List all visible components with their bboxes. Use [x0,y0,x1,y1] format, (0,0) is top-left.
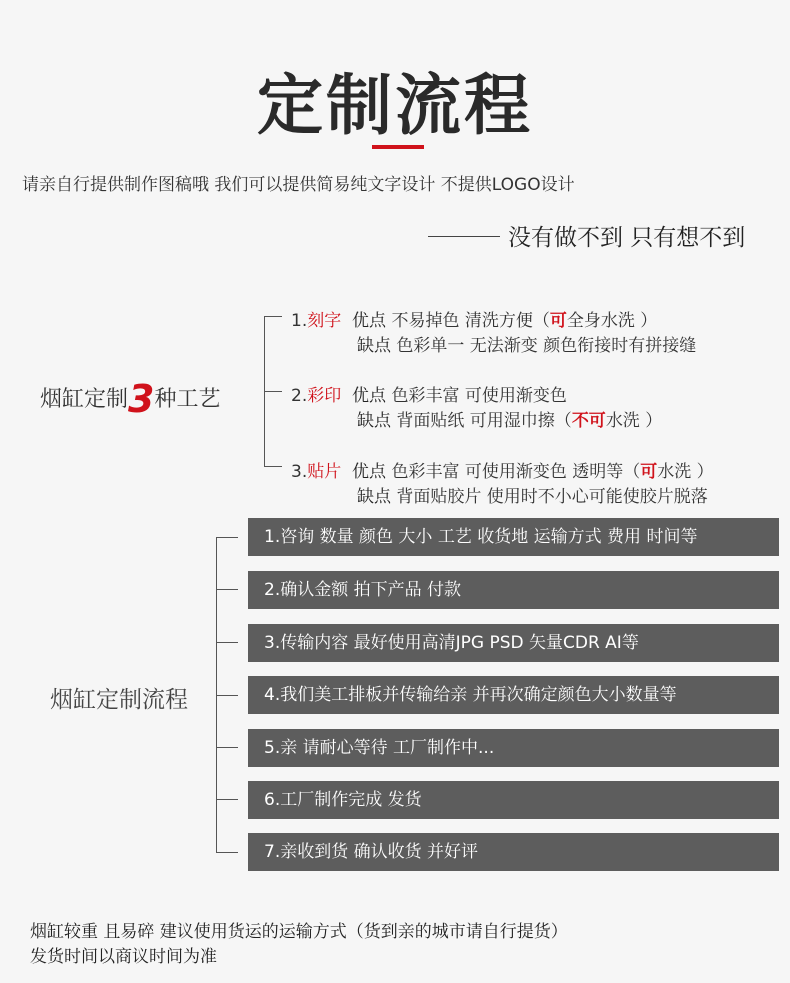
process-3-adv-text: 色彩丰富 可使用渐变色 透明等（ [391,462,641,482]
process-2-advantages [291,381,567,406]
process-1-adv-emphasis: 可 [549,311,567,331]
process-2-name: 彩印 [307,386,342,406]
process-2-adv-text: 色彩丰富 可使用渐变色 [391,386,567,406]
process-2-dis-text-end: 水洗 ） [605,411,663,431]
process-2-dis-text: 背面贴纸 可用湿巾擦（ [396,411,572,431]
process-1-name: 刻字 [307,311,342,331]
flow-step-2: 2.确认金额 拍下产品 付款 [248,571,779,609]
process-bracket-tick-3 [264,466,282,467]
process-2-disadvantages [357,406,662,431]
page-title: 定制流程 [257,67,533,144]
process-1-dis-text: 色彩单一 无法渐变 颜色衔接时有拼接缝 [396,336,697,356]
flow-step-5: 5.亲 请耐心等待 工厂制作中... [248,729,779,767]
flow-tick-2 [216,589,238,590]
flow-section-label: 烟缸定制流程 [50,687,188,713]
flow-step-1: 1.咨询 数量 颜色 大小 工艺 收货地 运输方式 费用 时间等 [248,518,779,556]
process-1-adv-text-end: 全身水洗 ） [566,311,658,331]
process-2-adv-keyword: 优点 [352,386,387,406]
process-3-disadvantages [357,482,708,507]
flow-tick-6 [216,799,238,800]
process-1-advantages [291,306,657,331]
process-3-adv-keyword: 优点 [352,462,387,482]
flow-step-6: 6.工厂制作完成 发货 [248,781,779,819]
delivery-time-note: 发货时间以商议时间为准 [30,947,217,967]
title-underline [372,145,424,149]
process-bracket-tick-1 [264,316,282,317]
flow-step-3: 3.传输内容 最好使用高清JPG PSD 矢量CDR AI等 [248,624,779,662]
design-notice: 请亲自行提供制作图稿哦 我们可以提供简易纯文字设计 不提供LOGO设计 [22,175,575,195]
process-3-number: 3. [291,462,308,482]
process-bracket-tick-2 [264,391,282,392]
flow-tick-5 [216,747,238,748]
process-3-dis-text: 背面贴胶片 使用时不小心可能使胶片脱落 [396,487,708,507]
process-1-adv-keyword: 优点 [352,311,387,331]
process-2-dis-emphasis: 不可 [571,411,606,431]
process-1-adv-text: 不易掉色 清洗方便（ [391,311,550,331]
flow-step-4: 4.我们美工排板并传输给亲 并再次确定颜色大小数量等 [248,676,779,714]
process-count: 3 [128,377,155,421]
flow-tick-3 [216,642,238,643]
process-label-prefix: 烟缸定制 [40,387,129,412]
process-2-dis-keyword: 缺点 [357,411,391,431]
process-section-label [40,377,220,421]
process-3-advantages [291,457,714,482]
flow-tick-4 [216,695,238,696]
process-2-number: 2. [291,386,308,406]
process-3-adv-text-end: 水洗 ） [657,462,714,482]
slogan-dash [428,236,500,237]
process-label-suffix: 种工艺 [154,387,221,412]
process-3-name: 贴片 [307,462,342,482]
shipping-note: 烟缸较重 且易碎 建议使用货运的运输方式（货到亲的城市请自行提货） [30,922,568,942]
flow-tick-1 [216,537,238,538]
slogan: 没有做不到 只有想不到 [508,225,746,251]
flow-step-7: 7.亲收到货 确认收货 并好评 [248,833,779,871]
process-3-dis-keyword: 缺点 [357,487,391,507]
flow-tick-7 [216,852,238,853]
process-3-adv-emphasis: 可 [640,462,658,482]
process-1-dis-keyword: 缺点 [357,336,391,356]
process-1-disadvantages [357,331,696,356]
process-1-number: 1. [291,311,308,331]
